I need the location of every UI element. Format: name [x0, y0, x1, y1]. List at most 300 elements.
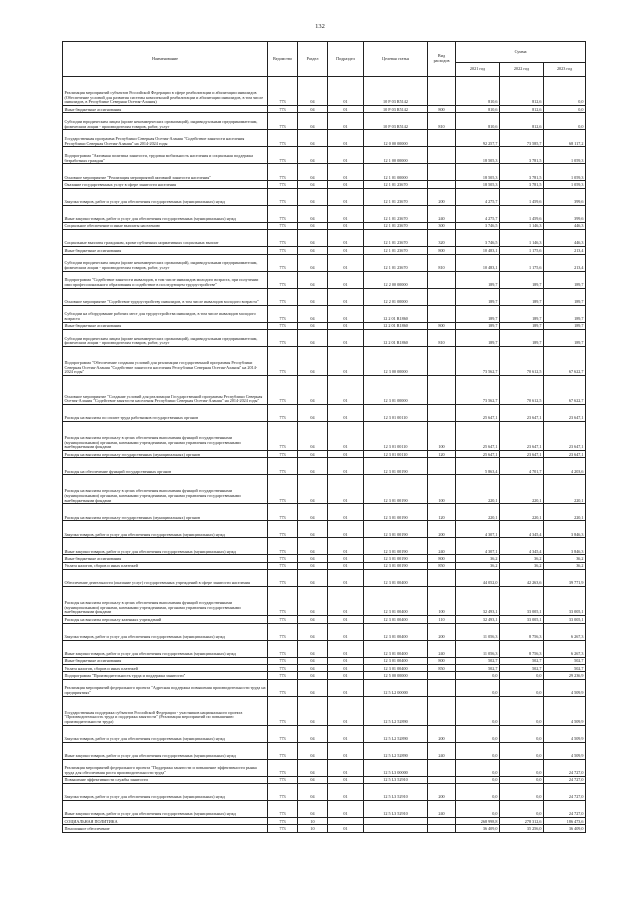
cell-2021: 0,0 [456, 784, 500, 801]
cell-expense-type [428, 346, 456, 375]
header-expense-type: Вид расходов [428, 42, 456, 77]
page-number: 132 [315, 23, 325, 30]
cell-ministry: 773 [268, 504, 298, 521]
cell-2021: 4 307,1 [456, 521, 500, 538]
cell-target: 12 3 01 00400 [364, 640, 428, 657]
cell-ministry: 773 [268, 776, 298, 783]
cell-2022: 1 459,6 [500, 188, 544, 205]
cell-expense-type: 800 [428, 322, 456, 329]
cell-name: Иные бюджетные ассигнования [63, 322, 268, 329]
cell-ministry: 773 [268, 623, 298, 640]
cell-target: 12 3 01 00190 [364, 475, 428, 504]
cell-subsection: 01 [328, 77, 364, 106]
cell-expense-type: 800 [428, 247, 456, 254]
cell-name: Подпрограмма "Содействие занятости инвалидов, в том числе инвалидов молодого возраста, при получении ими профессионального образования и содействие в последующем трудоустройстве" [63, 271, 268, 288]
cell-expense-type: 200 [428, 521, 456, 538]
cell-name: Социальное обеспечение и иные выплаты населению [63, 222, 268, 229]
cell-expense-type [428, 759, 456, 776]
cell-target: 12 3 01 00110 [364, 404, 428, 421]
cell-2023: 4 509,9 [544, 696, 586, 725]
cell-subsection: 01 [328, 623, 364, 640]
table-row [63, 679, 586, 696]
table-row [63, 521, 586, 538]
table-row [63, 113, 586, 130]
cell-ministry: 773 [268, 288, 298, 305]
cell-2021: 4 275,7 [456, 205, 500, 222]
cell-name: Уплата налогов, сборов и иных платежей [63, 664, 268, 671]
cell-ministry: 773 [268, 421, 298, 450]
cell-expense-type: 240 [428, 538, 456, 555]
cell-2022: 3 781,5 [500, 164, 544, 181]
cell-2023: 23 647,1 [544, 421, 586, 450]
cell-2021: 189,7 [456, 305, 500, 322]
cell-expense-type [428, 271, 456, 288]
cell-2022: 42 263,6 [500, 570, 544, 587]
cell-2023: 213,4 [544, 254, 586, 271]
cell-section: 04 [298, 623, 328, 640]
cell-name: Оказание государственных услуг в сфере занятости населения [63, 181, 268, 188]
cell-name: Уплата налогов, сборов и иных платежей [63, 562, 268, 569]
cell-subsection: 01 [328, 329, 364, 346]
cell-subsection: 01 [328, 271, 364, 288]
cell-target: 12 1 01 23670 [364, 230, 428, 247]
table-row [63, 106, 586, 113]
cell-2023: 189,7 [544, 288, 586, 305]
cell-expense-type: 100 [428, 587, 456, 616]
cell-target: 12 2 01 R1860 [364, 329, 428, 346]
cell-section: 04 [298, 305, 328, 322]
cell-name: Закупка товаров, работ и услуг для обеспечения государственных (муниципальных) нужд [63, 725, 268, 742]
cell-ministry: 773 [268, 538, 298, 555]
table-row [63, 346, 586, 375]
cell-2023: 4 509,9 [544, 725, 586, 742]
cell-subsection: 01 [328, 181, 364, 188]
cell-subsection: 01 [328, 450, 364, 457]
cell-2023: 24 727,0 [544, 776, 586, 783]
cell-section: 04 [298, 458, 328, 475]
cell-subsection: 01 [328, 247, 364, 254]
cell-2023: 399,6 [544, 188, 586, 205]
cell-2022: 23 647,1 [500, 404, 544, 421]
cell-name: Иные закупки товаров, работ и услуг для обеспечения государственных (муниципальных) нужд [63, 640, 268, 657]
cell-target [364, 825, 428, 832]
cell-section: 10 [298, 825, 328, 832]
cell-2022: 189,7 [500, 271, 544, 288]
cell-2023: 6 267,3 [544, 623, 586, 640]
table-row [63, 475, 586, 504]
cell-2022: 220,1 [500, 504, 544, 521]
cell-section: 04 [298, 77, 328, 106]
cell-2023: 213,4 [544, 247, 586, 254]
table-row [63, 188, 586, 205]
cell-section: 04 [298, 801, 328, 818]
cell-ministry: 773 [268, 375, 298, 404]
cell-2021: 189,7 [456, 322, 500, 329]
table-row [63, 181, 586, 188]
cell-2021: 25 647,1 [456, 450, 500, 457]
table-row [63, 329, 586, 346]
cell-target: 12 3 00 00000 [364, 346, 428, 375]
cell-ministry: 773 [268, 450, 298, 457]
cell-name: Подпрограмма "Обеспечение создания условий для реализации государственной программы Республики Северная Осетия-Алания "Содействие занятости населения Республики Северная Осетия-Алания" на 2014-2024 годы" [63, 346, 268, 375]
cell-ministry: 773 [268, 562, 298, 569]
cell-2023: 36,2 [544, 562, 586, 569]
cell-subsection: 01 [328, 106, 364, 113]
cell-subsection: 01 [328, 725, 364, 742]
cell-2021: 44 052,0 [456, 570, 500, 587]
cell-section: 04 [298, 657, 328, 664]
cell-target: 12 3 01 00190 [364, 504, 428, 521]
cell-target: 12 5 L3 52910 [364, 784, 428, 801]
cell-2022: 502,7 [500, 657, 544, 664]
table-row [63, 570, 586, 587]
cell-expense-type: 100 [428, 421, 456, 450]
cell-2021: 18 505,3 [456, 164, 500, 181]
cell-section: 04 [298, 222, 328, 229]
cell-2023: 0,0 [544, 113, 586, 130]
cell-expense-type [428, 825, 456, 832]
cell-2021: 4 307,1 [456, 538, 500, 555]
cell-target: 12 5 L2 00000 [364, 679, 428, 696]
cell-name: Расходы на выплаты персоналу в целях обеспечения выполнения функций государственными (муниципальными) органами, казенными учреждениями, органами управления государственными внебюджетными фондами [63, 421, 268, 450]
cell-ministry: 773 [268, 222, 298, 229]
header-year-2022: 2022 год [500, 63, 544, 77]
cell-target: 12 3 01 00110 [364, 421, 428, 450]
cell-2021: 0,0 [456, 696, 500, 725]
table-row [63, 147, 586, 164]
cell-target: 12 3 01 00190 [364, 562, 428, 569]
cell-section: 04 [298, 106, 328, 113]
cell-2023: 189,7 [544, 322, 586, 329]
cell-name: Государственная программа Республики Северная Осетия-Алания "Содействие занятости населения Республики Северная Осетия-Алания" на 2014-2024 годы [63, 130, 268, 147]
cell-name: Пенсионное обеспечение [63, 825, 268, 832]
table-row [63, 375, 586, 404]
cell-ministry: 773 [268, 247, 298, 254]
cell-2023: 29 236,9 [544, 672, 586, 679]
cell-2023: 189,7 [544, 271, 586, 288]
cell-target: 12 3 01 00110 [364, 450, 428, 457]
cell-2022: 0,0 [500, 776, 544, 783]
header-year-2021: 2021 год [456, 63, 500, 77]
cell-name: Иные бюджетные ассигнования [63, 247, 268, 254]
cell-2023: 399,6 [544, 205, 586, 222]
cell-subsection: 01 [328, 288, 364, 305]
cell-2022: 278 312,6 [500, 818, 544, 825]
cell-name: Иные закупки товаров, работ и услуг для обеспечения государственных (муниципальных) нужд [63, 205, 268, 222]
cell-2022: 23 647,1 [500, 450, 544, 457]
cell-subsection: 01 [328, 570, 364, 587]
table-row [63, 222, 586, 229]
table-row [63, 784, 586, 801]
cell-2021: 502,7 [456, 664, 500, 671]
cell-subsection: 01 [328, 475, 364, 504]
cell-2022: 4 701,7 [500, 458, 544, 475]
cell-expense-type [428, 375, 456, 404]
cell-ministry: 773 [268, 587, 298, 616]
cell-target: 12 2 01 R1860 [364, 322, 428, 329]
cell-section: 04 [298, 329, 328, 346]
cell-section: 04 [298, 404, 328, 421]
cell-ministry: 773 [268, 664, 298, 671]
cell-2021: 0,0 [456, 672, 500, 679]
cell-name: Субсидии юридическим лицам (кроме некоммерческих организаций), индивидуальным предпринимателям, физическим лицам - производителям товаров, работ, услуг [63, 329, 268, 346]
cell-2023: 39 771,9 [544, 570, 586, 587]
cell-subsection [328, 818, 364, 825]
cell-ministry: 773 [268, 475, 298, 504]
cell-2022: 189,7 [500, 305, 544, 322]
cell-2022: 0,0 [500, 784, 544, 801]
cell-2021: 10 483,1 [456, 247, 500, 254]
cell-2021: 189,7 [456, 329, 500, 346]
header-year-2023: 2023 год [544, 63, 586, 77]
cell-2023: 4 203,6 [544, 458, 586, 475]
cell-subsection: 01 [328, 742, 364, 759]
cell-expense-type [428, 181, 456, 188]
cell-target: 12 0 00 00000 [364, 130, 428, 147]
cell-2021: 18 505,3 [456, 181, 500, 188]
cell-ministry: 773 [268, 254, 298, 271]
cell-target: 12 1 01 23670 [364, 222, 428, 229]
cell-2022: 812,6 [500, 77, 544, 106]
cell-2022: 70 612,5 [500, 346, 544, 375]
cell-subsection: 01 [328, 458, 364, 475]
cell-2022: 189,7 [500, 288, 544, 305]
cell-expense-type [428, 696, 456, 725]
cell-subsection: 01 [328, 346, 364, 375]
cell-ministry: 773 [268, 570, 298, 587]
cell-2022: 4 345,4 [500, 521, 544, 538]
cell-expense-type: 810 [428, 329, 456, 346]
table-row [63, 664, 586, 671]
cell-2022: 0,0 [500, 679, 544, 696]
cell-expense-type: 200 [428, 623, 456, 640]
cell-2023: 446,3 [544, 230, 586, 247]
cell-name: Подпрограмма "Производительность труда и поддержка занятости" [63, 672, 268, 679]
cell-subsection: 01 [328, 538, 364, 555]
cell-subsection: 01 [328, 672, 364, 679]
cell-section: 04 [298, 759, 328, 776]
cell-ministry: 773 [268, 640, 298, 657]
cell-name: Закупка товаров, работ и услуг для обеспечения государственных (муниципальных) нужд [63, 784, 268, 801]
cell-expense-type: 240 [428, 205, 456, 222]
cell-name: Государственная поддержка субъектов Российской Федерации - участников национального проекта "Производительность труда и поддержка занятости" (Реализация мероприятий по повышению производительности труда) [63, 696, 268, 725]
cell-section: 04 [298, 570, 328, 587]
cell-2023: 189,7 [544, 305, 586, 322]
header-target: Целевая статья [364, 42, 428, 77]
cell-2021: 11 056,3 [456, 623, 500, 640]
cell-name: Основное мероприятие "Содействие трудоустройству инвалидов, в том числе инвалидов молодого возраста" [63, 288, 268, 305]
cell-2021: 5 863,4 [456, 458, 500, 475]
cell-ministry: 773 [268, 616, 298, 623]
cell-subsection: 01 [328, 784, 364, 801]
cell-name: Реализация мероприятий субъектов Российской Федерации в сфере реабилитации и абилитации инвалидов (Обеспечение условий для развития системы комплексной реабилитации и абилитации инвалидов, в том числе инвалидов, в Республике Северная Осетия-Алания) [63, 77, 268, 106]
cell-target: 12 3 01 00190 [364, 458, 428, 475]
cell-expense-type: 320 [428, 230, 456, 247]
cell-ministry: 773 [268, 657, 298, 664]
cell-subsection: 01 [328, 375, 364, 404]
cell-section: 04 [298, 164, 328, 181]
cell-target: 12 3 01 00400 [364, 616, 428, 623]
cell-2021: 189,7 [456, 271, 500, 288]
table-row [63, 450, 586, 457]
cell-expense-type: 110 [428, 616, 456, 623]
cell-name: Социальные выплаты гражданам, кроме публичных нормативных социальных выплат [63, 230, 268, 247]
cell-name: Расходы на выплаты по оплате труда работников государственных органов [63, 404, 268, 421]
cell-2022: 0,0 [500, 759, 544, 776]
cell-section: 04 [298, 725, 328, 742]
cell-subsection: 01 [328, 254, 364, 271]
cell-expense-type [428, 130, 456, 147]
table-body [63, 77, 586, 833]
cell-name: Расходы на выплаты персоналу государственных (муниципальных) органов [63, 450, 268, 457]
cell-section: 04 [298, 230, 328, 247]
cell-subsection: 01 [328, 230, 364, 247]
cell-2023: 0,0 [544, 77, 586, 106]
cell-expense-type [428, 776, 456, 783]
cell-name: Субсидии юридическим лицам (кроме некоммерческих организаций), индивидуальным предпринимателям, физическим лицам - производителям товаров, работ, услуг [63, 254, 268, 271]
cell-2021: 220,1 [456, 504, 500, 521]
cell-expense-type: 800 [428, 657, 456, 664]
cell-expense-type [428, 305, 456, 322]
cell-2023: 502,7 [544, 657, 586, 664]
cell-2022: 812,6 [500, 113, 544, 130]
cell-target: 12 3 01 00400 [364, 623, 428, 640]
cell-2022: 812,6 [500, 106, 544, 113]
cell-ministry: 773 [268, 147, 298, 164]
cell-target: 12 3 01 00400 [364, 657, 428, 664]
cell-ministry: 773 [268, 346, 298, 375]
cell-target: 12 1 01 23670 [364, 247, 428, 254]
cell-ministry: 773 [268, 725, 298, 742]
cell-expense-type: 240 [428, 640, 456, 657]
table-row [63, 657, 586, 664]
cell-2021: 3 746,5 [456, 230, 500, 247]
cell-name: Иные закупки товаров, работ и услуг для обеспечения государственных (муниципальных) нужд [63, 538, 268, 555]
header-subsection: Подраздел [328, 42, 364, 77]
cell-2022: 189,7 [500, 329, 544, 346]
table-row [63, 130, 586, 147]
cell-2021: 18 505,3 [456, 147, 500, 164]
cell-2023: 68 117,2 [544, 130, 586, 147]
cell-section: 04 [298, 181, 328, 188]
cell-2021: 92 257,7 [456, 130, 500, 147]
cell-2023: 23 647,1 [544, 450, 586, 457]
cell-section: 04 [298, 555, 328, 562]
cell-name: Расходы на выплаты персоналу государственных (муниципальных) органов [63, 504, 268, 521]
header-ministry: Ведомство [268, 42, 298, 77]
cell-2022: 189,7 [500, 322, 544, 329]
cell-2023: 3 846,3 [544, 538, 586, 555]
cell-2022: 8 756,3 [500, 623, 544, 640]
table-row [63, 759, 586, 776]
cell-section: 04 [298, 130, 328, 147]
cell-name: Расходы на выплаты персоналу казенных учреждений [63, 616, 268, 623]
cell-target: 12 3 01 00190 [364, 538, 428, 555]
cell-2022: 70 612,5 [500, 375, 544, 404]
cell-name: Реализация мероприятий федерального проекта "Поддержка занятости и повышение эффективности рынка труда для обеспечения роста производительности труда" [63, 759, 268, 776]
cell-subsection: 01 [328, 825, 364, 832]
header-name: Наименование [63, 42, 268, 77]
cell-subsection: 01 [328, 147, 364, 164]
cell-name: Закупка товаров, работ и услуг для обеспечения государственных (муниципальных) нужд [63, 623, 268, 640]
table-row [63, 77, 586, 106]
table-row [63, 555, 586, 562]
cell-subsection: 01 [328, 130, 364, 147]
cell-subsection: 01 [328, 555, 364, 562]
cell-section: 04 [298, 421, 328, 450]
cell-expense-type: 100 [428, 475, 456, 504]
cell-section: 04 [298, 254, 328, 271]
cell-target: 12 5 L3 00000 [364, 759, 428, 776]
cell-2023: 23 647,1 [544, 404, 586, 421]
cell-2021: 73 562,7 [456, 375, 500, 404]
cell-ministry: 773 [268, 458, 298, 475]
cell-target: 12 1 01 23670 [364, 254, 428, 271]
cell-name: Закупка товаров, работ и услуг для обеспечения государственных (муниципальных) нужд [63, 188, 268, 205]
cell-target: 12 5 L2 52890 [364, 725, 428, 742]
cell-2021: 220,1 [456, 475, 500, 504]
cell-2021: 810,6 [456, 113, 500, 130]
table-row [63, 562, 586, 569]
cell-2022: 0,0 [500, 672, 544, 679]
table-row [63, 288, 586, 305]
cell-2023: 502,7 [544, 664, 586, 671]
cell-expense-type [428, 570, 456, 587]
table-row [63, 205, 586, 222]
cell-2022: 4 345,4 [500, 538, 544, 555]
cell-ministry: 773 [268, 825, 298, 832]
cell-2021: 4 275,7 [456, 188, 500, 205]
cell-subsection: 01 [328, 616, 364, 623]
cell-section: 04 [298, 672, 328, 679]
cell-name: Субсидии юридическим лицам (кроме некоммерческих организаций), индивидуальным предпринимателям, физическим лицам - производителям товаров, работ, услуг [63, 113, 268, 130]
cell-2022: 33 005,1 [500, 616, 544, 623]
cell-subsection: 01 [328, 521, 364, 538]
cell-ministry: 773 [268, 77, 298, 106]
cell-ministry: 773 [268, 305, 298, 322]
cell-target: 10 Р 03 R5142 [364, 106, 428, 113]
table-row [63, 254, 586, 271]
cell-target: 12 1 01 00000 [364, 164, 428, 181]
cell-section: 04 [298, 538, 328, 555]
cell-2021: 36 409,0 [456, 825, 500, 832]
cell-2022: 33 005,1 [500, 587, 544, 616]
cell-2023: 33 005,1 [544, 616, 586, 623]
cell-expense-type: 850 [428, 664, 456, 671]
cell-expense-type: 200 [428, 784, 456, 801]
cell-subsection: 01 [328, 587, 364, 616]
cell-target: 12 3 01 00000 [364, 375, 428, 404]
cell-2023: 220,1 [544, 475, 586, 504]
cell-2022: 3 781,5 [500, 147, 544, 164]
cell-section: 04 [298, 346, 328, 375]
cell-subsection: 01 [328, 305, 364, 322]
cell-2023: 67 622,7 [544, 375, 586, 404]
table-row [63, 776, 586, 783]
table-row [63, 230, 586, 247]
cell-name: Расходы на выплаты персоналу в целях обеспечения выполнения функций государственными (муниципальными) органами, казенными учреждениями, органами управления государственными внебюджетными фондами [63, 587, 268, 616]
cell-expense-type: 850 [428, 562, 456, 569]
cell-2021: 11 056,3 [456, 640, 500, 657]
cell-ministry: 773 [268, 555, 298, 562]
cell-2023: 1 059,3 [544, 147, 586, 164]
cell-ministry: 773 [268, 784, 298, 801]
cell-2023: 189,7 [544, 329, 586, 346]
table-row [63, 458, 586, 475]
cell-subsection: 01 [328, 640, 364, 657]
cell-2021: 0,0 [456, 801, 500, 818]
cell-2023: 1 059,3 [544, 164, 586, 181]
